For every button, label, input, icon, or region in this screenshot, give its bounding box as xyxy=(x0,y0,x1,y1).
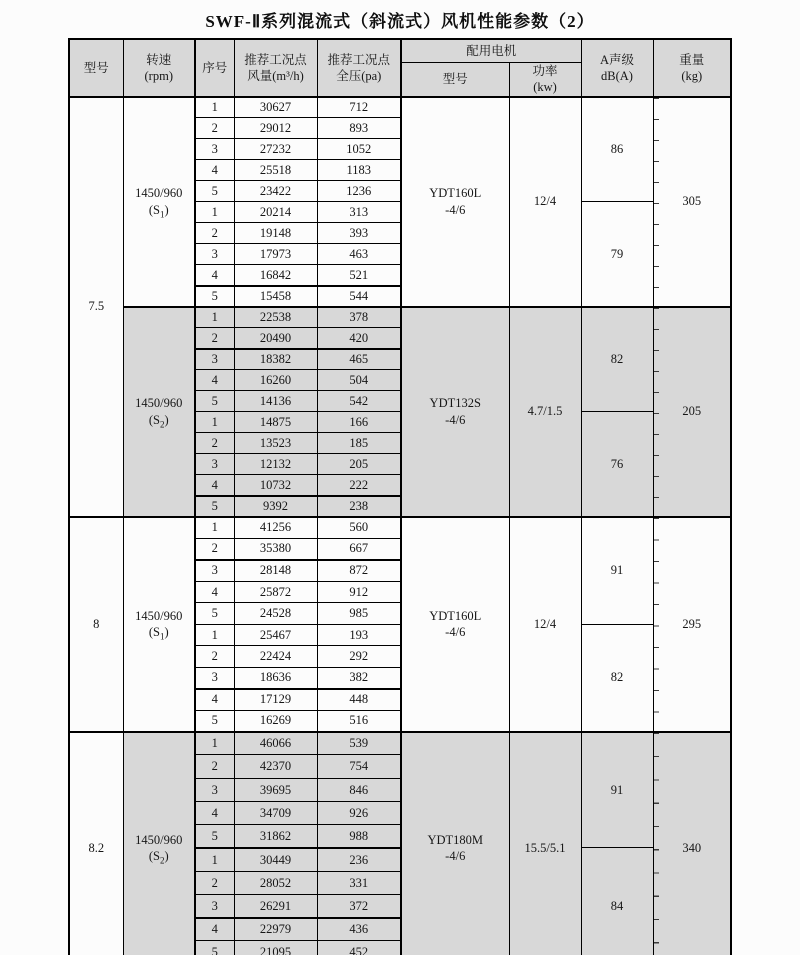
cell-flow: 46066 xyxy=(234,732,317,755)
cell-flow: 12132 xyxy=(234,454,317,475)
cell-pressure: 448 xyxy=(317,689,401,711)
cell-flow: 24528 xyxy=(234,603,317,625)
cell-flow: 16260 xyxy=(234,370,317,391)
col-header-noise xyxy=(581,39,653,97)
table-row xyxy=(69,732,731,755)
cell-pressure: 436 xyxy=(317,918,401,941)
col-header-flow xyxy=(234,39,317,97)
cell-noise: 86 xyxy=(581,97,653,202)
col-header-noise-line2: dB(A) xyxy=(601,68,633,83)
cell-pressure: 313 xyxy=(317,202,401,223)
cell-flow: 28052 xyxy=(234,871,317,894)
cell-index: 2 xyxy=(195,328,234,349)
cell-flow: 17129 xyxy=(234,689,317,711)
cell-index: 3 xyxy=(195,244,234,265)
cell-flow: 25518 xyxy=(234,160,317,181)
cell-motor-model: YDT160L -4/6 xyxy=(401,97,509,307)
cell-index: 4 xyxy=(195,160,234,181)
cell-pressure: 754 xyxy=(317,755,401,778)
cell-noise: 79 xyxy=(581,202,653,307)
col-header-motor-power xyxy=(509,63,581,97)
cell-pressure: 238 xyxy=(317,496,401,517)
cell-index: 2 xyxy=(195,433,234,454)
cell-motor-power: 12/4 xyxy=(509,517,581,732)
col-header-noise-line1: A声级 xyxy=(600,52,635,67)
cell-weight: 305 xyxy=(653,97,731,307)
cell-flow: 29012 xyxy=(234,118,317,139)
cell-pressure: 1052 xyxy=(317,139,401,160)
cell-pressure: 846 xyxy=(317,778,401,801)
cell-index: 5 xyxy=(195,391,234,412)
col-header-pressure-line1: 推荐工况点 xyxy=(327,52,390,67)
cell-motor-model: YDT180M -4/6 xyxy=(401,732,509,955)
cell-index: 4 xyxy=(195,370,234,391)
cell-index: 4 xyxy=(195,265,234,286)
cell-pressure: 516 xyxy=(317,710,401,732)
col-header-pressure-line2: 全压(pa) xyxy=(336,68,382,83)
col-header-flow-line2: 风量(m³/h) xyxy=(247,68,304,83)
table-body xyxy=(69,97,731,955)
cell-flow: 22979 xyxy=(234,918,317,941)
cell-flow: 31862 xyxy=(234,825,317,848)
cell-index: 3 xyxy=(195,349,234,370)
cell-index: 4 xyxy=(195,475,234,496)
cell-pressure: 926 xyxy=(317,801,401,824)
cell-pressure: 712 xyxy=(317,97,401,118)
cell-pressure: 463 xyxy=(317,244,401,265)
cell-pressure: 331 xyxy=(317,871,401,894)
cell-flow: 16269 xyxy=(234,710,317,732)
cell-pressure: 420 xyxy=(317,328,401,349)
cell-flow: 26291 xyxy=(234,894,317,917)
col-header-weight-line2: (kg) xyxy=(681,68,703,83)
cell-index: 5 xyxy=(195,496,234,517)
cell-pressure: 539 xyxy=(317,732,401,755)
cell-noise: 91 xyxy=(581,732,653,848)
cell-model: 7.5 xyxy=(69,97,123,517)
col-header-speed-line2: (rpm) xyxy=(144,68,173,83)
cell-pressure: 667 xyxy=(317,538,401,560)
cell-index: 3 xyxy=(195,894,234,917)
cell-flow: 10732 xyxy=(234,475,317,496)
cell-flow: 25467 xyxy=(234,624,317,646)
cell-index: 2 xyxy=(195,871,234,894)
performance-table xyxy=(68,38,732,955)
cell-flow: 9392 xyxy=(234,496,317,517)
cell-flow: 41256 xyxy=(234,517,317,539)
cell-pressure: 893 xyxy=(317,118,401,139)
table-row xyxy=(69,517,731,539)
cell-motor-power: 4.7/1.5 xyxy=(509,307,581,517)
cell-flow: 18382 xyxy=(234,349,317,370)
cell-pressure: 988 xyxy=(317,825,401,848)
cell-pressure: 465 xyxy=(317,349,401,370)
table-row xyxy=(69,97,731,118)
cell-flow: 17973 xyxy=(234,244,317,265)
cell-noise: 82 xyxy=(581,307,653,412)
cell-pressure: 382 xyxy=(317,667,401,689)
cell-flow: 35380 xyxy=(234,538,317,560)
cell-model: 8.2 xyxy=(69,732,123,955)
col-header-motor-power-line1: 功率 xyxy=(532,64,558,78)
cell-flow: 20214 xyxy=(234,202,317,223)
cell-flow: 30627 xyxy=(234,97,317,118)
cell-flow: 20490 xyxy=(234,328,317,349)
cell-index: 5 xyxy=(195,286,234,307)
cell-index: 1 xyxy=(195,202,234,223)
col-header-weight-line1: 重量 xyxy=(679,52,705,67)
cell-pressure: 236 xyxy=(317,848,401,871)
cell-flow: 34709 xyxy=(234,801,317,824)
cell-index: 5 xyxy=(195,603,234,625)
cell-weight: 205 xyxy=(653,307,731,517)
page-title: SWF-Ⅱ系列混流式（斜流式）风机性能参数（2） xyxy=(205,12,595,31)
col-header-flow-line1: 推荐工况点 xyxy=(244,52,307,67)
cell-index: 3 xyxy=(195,778,234,801)
cell-pressure: 185 xyxy=(317,433,401,454)
cell-pressure: 544 xyxy=(317,286,401,307)
cell-index: 4 xyxy=(195,689,234,711)
cell-pressure: 166 xyxy=(317,412,401,433)
header-row-1 xyxy=(69,39,731,63)
col-header-weight xyxy=(653,39,731,97)
cell-index: 4 xyxy=(195,581,234,603)
cell-index: 3 xyxy=(195,139,234,160)
cell-index: 5 xyxy=(195,941,234,955)
cell-motor-model: YDT132S -4/6 xyxy=(401,307,509,517)
cell-pressure: 521 xyxy=(317,265,401,286)
cell-model: 8 xyxy=(69,517,123,732)
col-header-speed-line1: 转速 xyxy=(146,52,172,67)
cell-speed: 1450/960 $(S_1)$ xyxy=(123,97,195,307)
cell-speed: 1450/960 $(S_1)$ xyxy=(123,517,195,732)
cell-pressure: 504 xyxy=(317,370,401,391)
cell-flow: 39695 xyxy=(234,778,317,801)
cell-motor-power: 15.5/5.1 xyxy=(509,732,581,955)
cell-speed: 1450/960 $(S_2)$ xyxy=(123,732,195,955)
cell-pressure: 560 xyxy=(317,517,401,539)
cell-index: 1 xyxy=(195,412,234,433)
cell-index: 2 xyxy=(195,755,234,778)
cell-index: 3 xyxy=(195,667,234,689)
cell-pressure: 193 xyxy=(317,624,401,646)
col-header-speed xyxy=(123,39,195,97)
cell-index: 1 xyxy=(195,848,234,871)
col-header-motor-power-line2: (kw) xyxy=(533,80,557,95)
cell-weight: 340 xyxy=(653,732,731,955)
cell-pressure: 542 xyxy=(317,391,401,412)
cell-flow: 14875 xyxy=(234,412,317,433)
cell-flow: 15458 xyxy=(234,286,317,307)
cell-pressure: 393 xyxy=(317,223,401,244)
cell-index: 3 xyxy=(195,454,234,475)
cell-index: 5 xyxy=(195,710,234,732)
cell-flow: 25872 xyxy=(234,581,317,603)
cell-flow: 30449 xyxy=(234,848,317,871)
col-header-motor-group: 配用电机 xyxy=(401,39,581,63)
cell-pressure: 872 xyxy=(317,560,401,582)
cell-index: 5 xyxy=(195,181,234,202)
cell-index: 3 xyxy=(195,560,234,582)
cell-flow: 28148 xyxy=(234,560,317,582)
cell-index: 2 xyxy=(195,538,234,560)
cell-pressure: 222 xyxy=(317,475,401,496)
cell-index: 2 xyxy=(195,118,234,139)
cell-motor-power: 12/4 xyxy=(509,97,581,307)
cell-pressure: 452 xyxy=(317,941,401,955)
cell-noise: 82 xyxy=(581,624,653,732)
cell-index: 2 xyxy=(195,223,234,244)
col-header-pressure xyxy=(317,39,401,97)
cell-noise: 84 xyxy=(581,848,653,955)
cell-index: 4 xyxy=(195,918,234,941)
cell-index: 4 xyxy=(195,801,234,824)
cell-index: 2 xyxy=(195,646,234,668)
cell-pressure: 1183 xyxy=(317,160,401,181)
cell-index: 1 xyxy=(195,517,234,539)
col-header-model: 型号 xyxy=(69,39,123,97)
cell-flow: 27232 xyxy=(234,139,317,160)
cell-flow: 13523 xyxy=(234,433,317,454)
cell-flow: 22538 xyxy=(234,307,317,328)
cell-noise: 91 xyxy=(581,517,653,625)
cell-pressure: 985 xyxy=(317,603,401,625)
cell-flow: 19148 xyxy=(234,223,317,244)
table-header xyxy=(69,39,731,97)
cell-index: 1 xyxy=(195,307,234,328)
cell-speed: 1450/960 $(S_2)$ xyxy=(123,307,195,517)
cell-flow: 16842 xyxy=(234,265,317,286)
col-header-index: 序号 xyxy=(195,39,234,97)
cell-pressure: 205 xyxy=(317,454,401,475)
table-row xyxy=(69,307,731,328)
cell-index: 1 xyxy=(195,732,234,755)
cell-flow: 14136 xyxy=(234,391,317,412)
cell-index: 1 xyxy=(195,624,234,646)
cell-flow: 21095 xyxy=(234,941,317,955)
col-header-motor-model: 型号 xyxy=(401,63,509,97)
cell-weight: 295 xyxy=(653,517,731,732)
cell-flow: 22424 xyxy=(234,646,317,668)
cell-pressure: 1236 xyxy=(317,181,401,202)
cell-index: 5 xyxy=(195,825,234,848)
cell-pressure: 292 xyxy=(317,646,401,668)
cell-index: 1 xyxy=(195,97,234,118)
cell-motor-model: YDT160L -4/6 xyxy=(401,517,509,732)
cell-pressure: 372 xyxy=(317,894,401,917)
cell-flow: 18636 xyxy=(234,667,317,689)
cell-flow: 42370 xyxy=(234,755,317,778)
cell-flow: 23422 xyxy=(234,181,317,202)
cell-noise: 76 xyxy=(581,412,653,517)
cell-pressure: 378 xyxy=(317,307,401,328)
cell-pressure: 912 xyxy=(317,581,401,603)
